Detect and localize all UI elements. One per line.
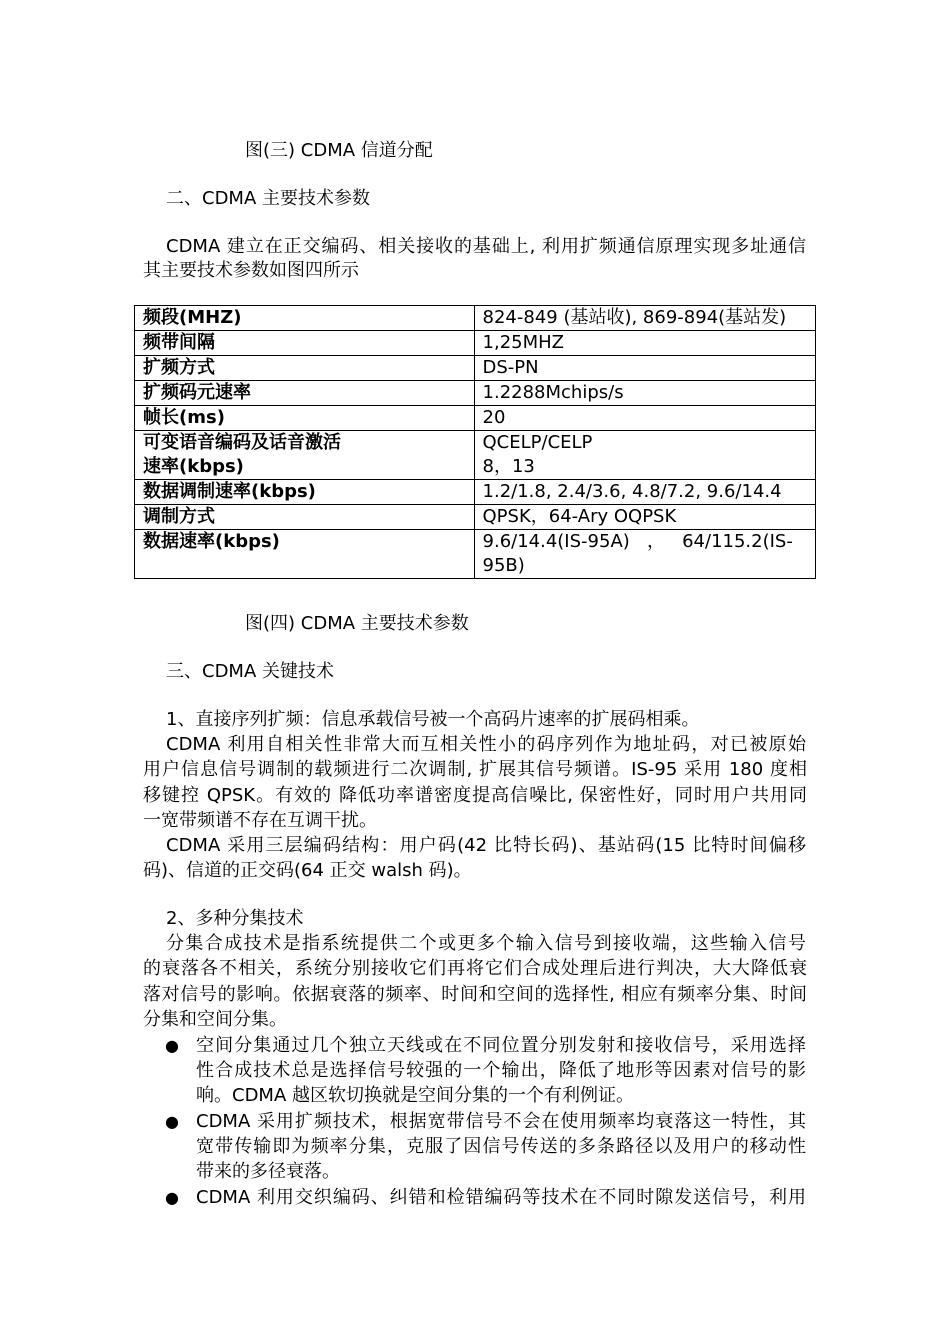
bullet-2-line: CDMA 采用扩频技术，根据宽带信号不会在使用频率均衰落这一特性，其 — [196, 1111, 806, 1132]
item-2-paragraph-line: 的衰落各不相关，系统分别接收它们再将它们合成处理后进行判决，大大降低衰 — [143, 958, 807, 979]
param-name: 数据调制速率(kbps) — [135, 480, 475, 505]
table-row — [135, 480, 816, 505]
table-row — [135, 381, 816, 406]
param-value-line-1: 9.6/14.4(IS-95A) ， 64/115.2(IS- — [482, 531, 793, 552]
bullet-1-line: 响。CDMA 越区软切换就是空间分集的一个有利例证。 — [196, 1085, 634, 1106]
bullet-3-line: CDMA 利用交织编码、纠错和检错编码等技术在不同时隙发送信号，利用 — [196, 1187, 806, 1208]
table-row — [135, 530, 816, 579]
param-value: 824-849 (基站收), 869-894(基站发) — [474, 306, 815, 331]
figure-4-caption: 图(四) CDMA 主要技术参数 — [245, 613, 469, 634]
bullet-2-line: 宽带传输即为频率分集，克服了因信号传送的多条路径以及用户的移动性 — [196, 1136, 806, 1157]
param-name: 帧长(ms) — [135, 406, 475, 431]
item-1-paragraph-2-line: CDMA 采用三层编码结构：用户码(42 比特长码)、基站码(15 比特时间偏移 — [166, 835, 806, 856]
table-row — [135, 406, 816, 431]
param-name — [135, 431, 475, 480]
item-1-title: 1、直接序列扩频：信息承载信号被一个高码片速率的扩展码相乘。 — [166, 709, 700, 730]
section-3-heading: 三、CDMA 关键技术 — [166, 661, 334, 682]
cdma-parameters-table — [134, 305, 816, 579]
table-row — [135, 505, 816, 530]
item-2-title: 2、多种分集技术 — [166, 908, 304, 929]
item-1-paragraph-line: 移键控 QPSK。有效的 降低功率谱密度提高信噪比, 保密性好，同时用户共用同 — [143, 785, 807, 806]
bullet-icon: ● — [165, 1036, 179, 1055]
item-2-paragraph-line: 分集合成技术是指系统提供二个或更多个输入信号到接收端，这些输入信号 — [166, 933, 806, 954]
table-row — [135, 331, 816, 356]
table-row — [135, 356, 816, 381]
bullet-1-line: 空间分集通过几个独立天线或在不同位置分别发射和接收信号，采用选择 — [196, 1035, 806, 1056]
param-value: 1.2/1.8, 2.4/3.6, 4.8/7.2, 9.6/14.4 — [474, 480, 815, 505]
param-name: 调制方式 — [135, 505, 475, 530]
item-2-paragraph-line: 分集和空间分集。 — [143, 1009, 287, 1030]
param-value: 20 — [474, 406, 815, 431]
section-2-heading: 二、CDMA 主要技术参数 — [166, 188, 370, 209]
param-value: DS-PN — [474, 356, 815, 381]
param-value-line-2: 8，13 — [482, 456, 535, 477]
param-value — [474, 530, 815, 579]
bullet-icon: ● — [165, 1112, 179, 1131]
table-row — [135, 306, 816, 331]
figure-3-caption: 图(三) CDMA 信道分配 — [245, 140, 433, 161]
param-name: 频段(MHZ) — [135, 306, 475, 331]
param-name: 数据速率(kbps) — [135, 530, 475, 579]
item-1-paragraph-line: 一宽带频谱不存在互调干扰。 — [143, 810, 377, 831]
bullet-1-line: 性合成技术总是选择信号较强的一个输出，降低了地形等因素对信号的影 — [196, 1060, 806, 1081]
param-name: 频带间隔 — [135, 331, 475, 356]
bullet-icon: ● — [165, 1188, 179, 1207]
param-name: 扩频方式 — [135, 356, 475, 381]
section-2-intro-line-1: CDMA 建立在正交编码、相关接收的基础上, 利用扩频通信原理实现多址通信 — [166, 236, 806, 257]
param-name: 扩频码元速率 — [135, 381, 475, 406]
bullet-2-line: 带来的多径衰落。 — [196, 1161, 340, 1182]
param-value-line-2: 95B) — [482, 555, 525, 576]
param-value: 1.2288Mchips/s — [474, 381, 815, 406]
item-1-paragraph-line: CDMA 利用自相关性非常大而互相关性小的码序列作为地址码，对已被原始 — [166, 734, 806, 755]
param-value-line-1: QCELP/CELP — [482, 432, 593, 453]
param-name-line-2: 速率(kbps) — [143, 456, 244, 477]
item-1-paragraph-2-line: 码)、信道的正交码(64 正交 walsh 码)。 — [143, 860, 472, 881]
param-value — [474, 431, 815, 480]
param-name-line-1: 可变语音编码及话音激活 — [143, 432, 341, 453]
item-1-paragraph-line: 用户信息信号调制的载频进行二次调制, 扩展其信号频谱。IS-95 采用 180 度相 — [143, 759, 807, 780]
param-value: QPSK，64-Ary OQPSK — [474, 505, 815, 530]
item-2-paragraph-line: 落对信号的影响。依据衰落的频率、时间和空间的选择性, 相应有频率分集、时间 — [143, 984, 807, 1005]
section-2-intro-line-2: 其主要技术参数如图四所示 — [143, 260, 359, 281]
param-value: 1,25MHZ — [474, 331, 815, 356]
table-row — [135, 431, 816, 480]
